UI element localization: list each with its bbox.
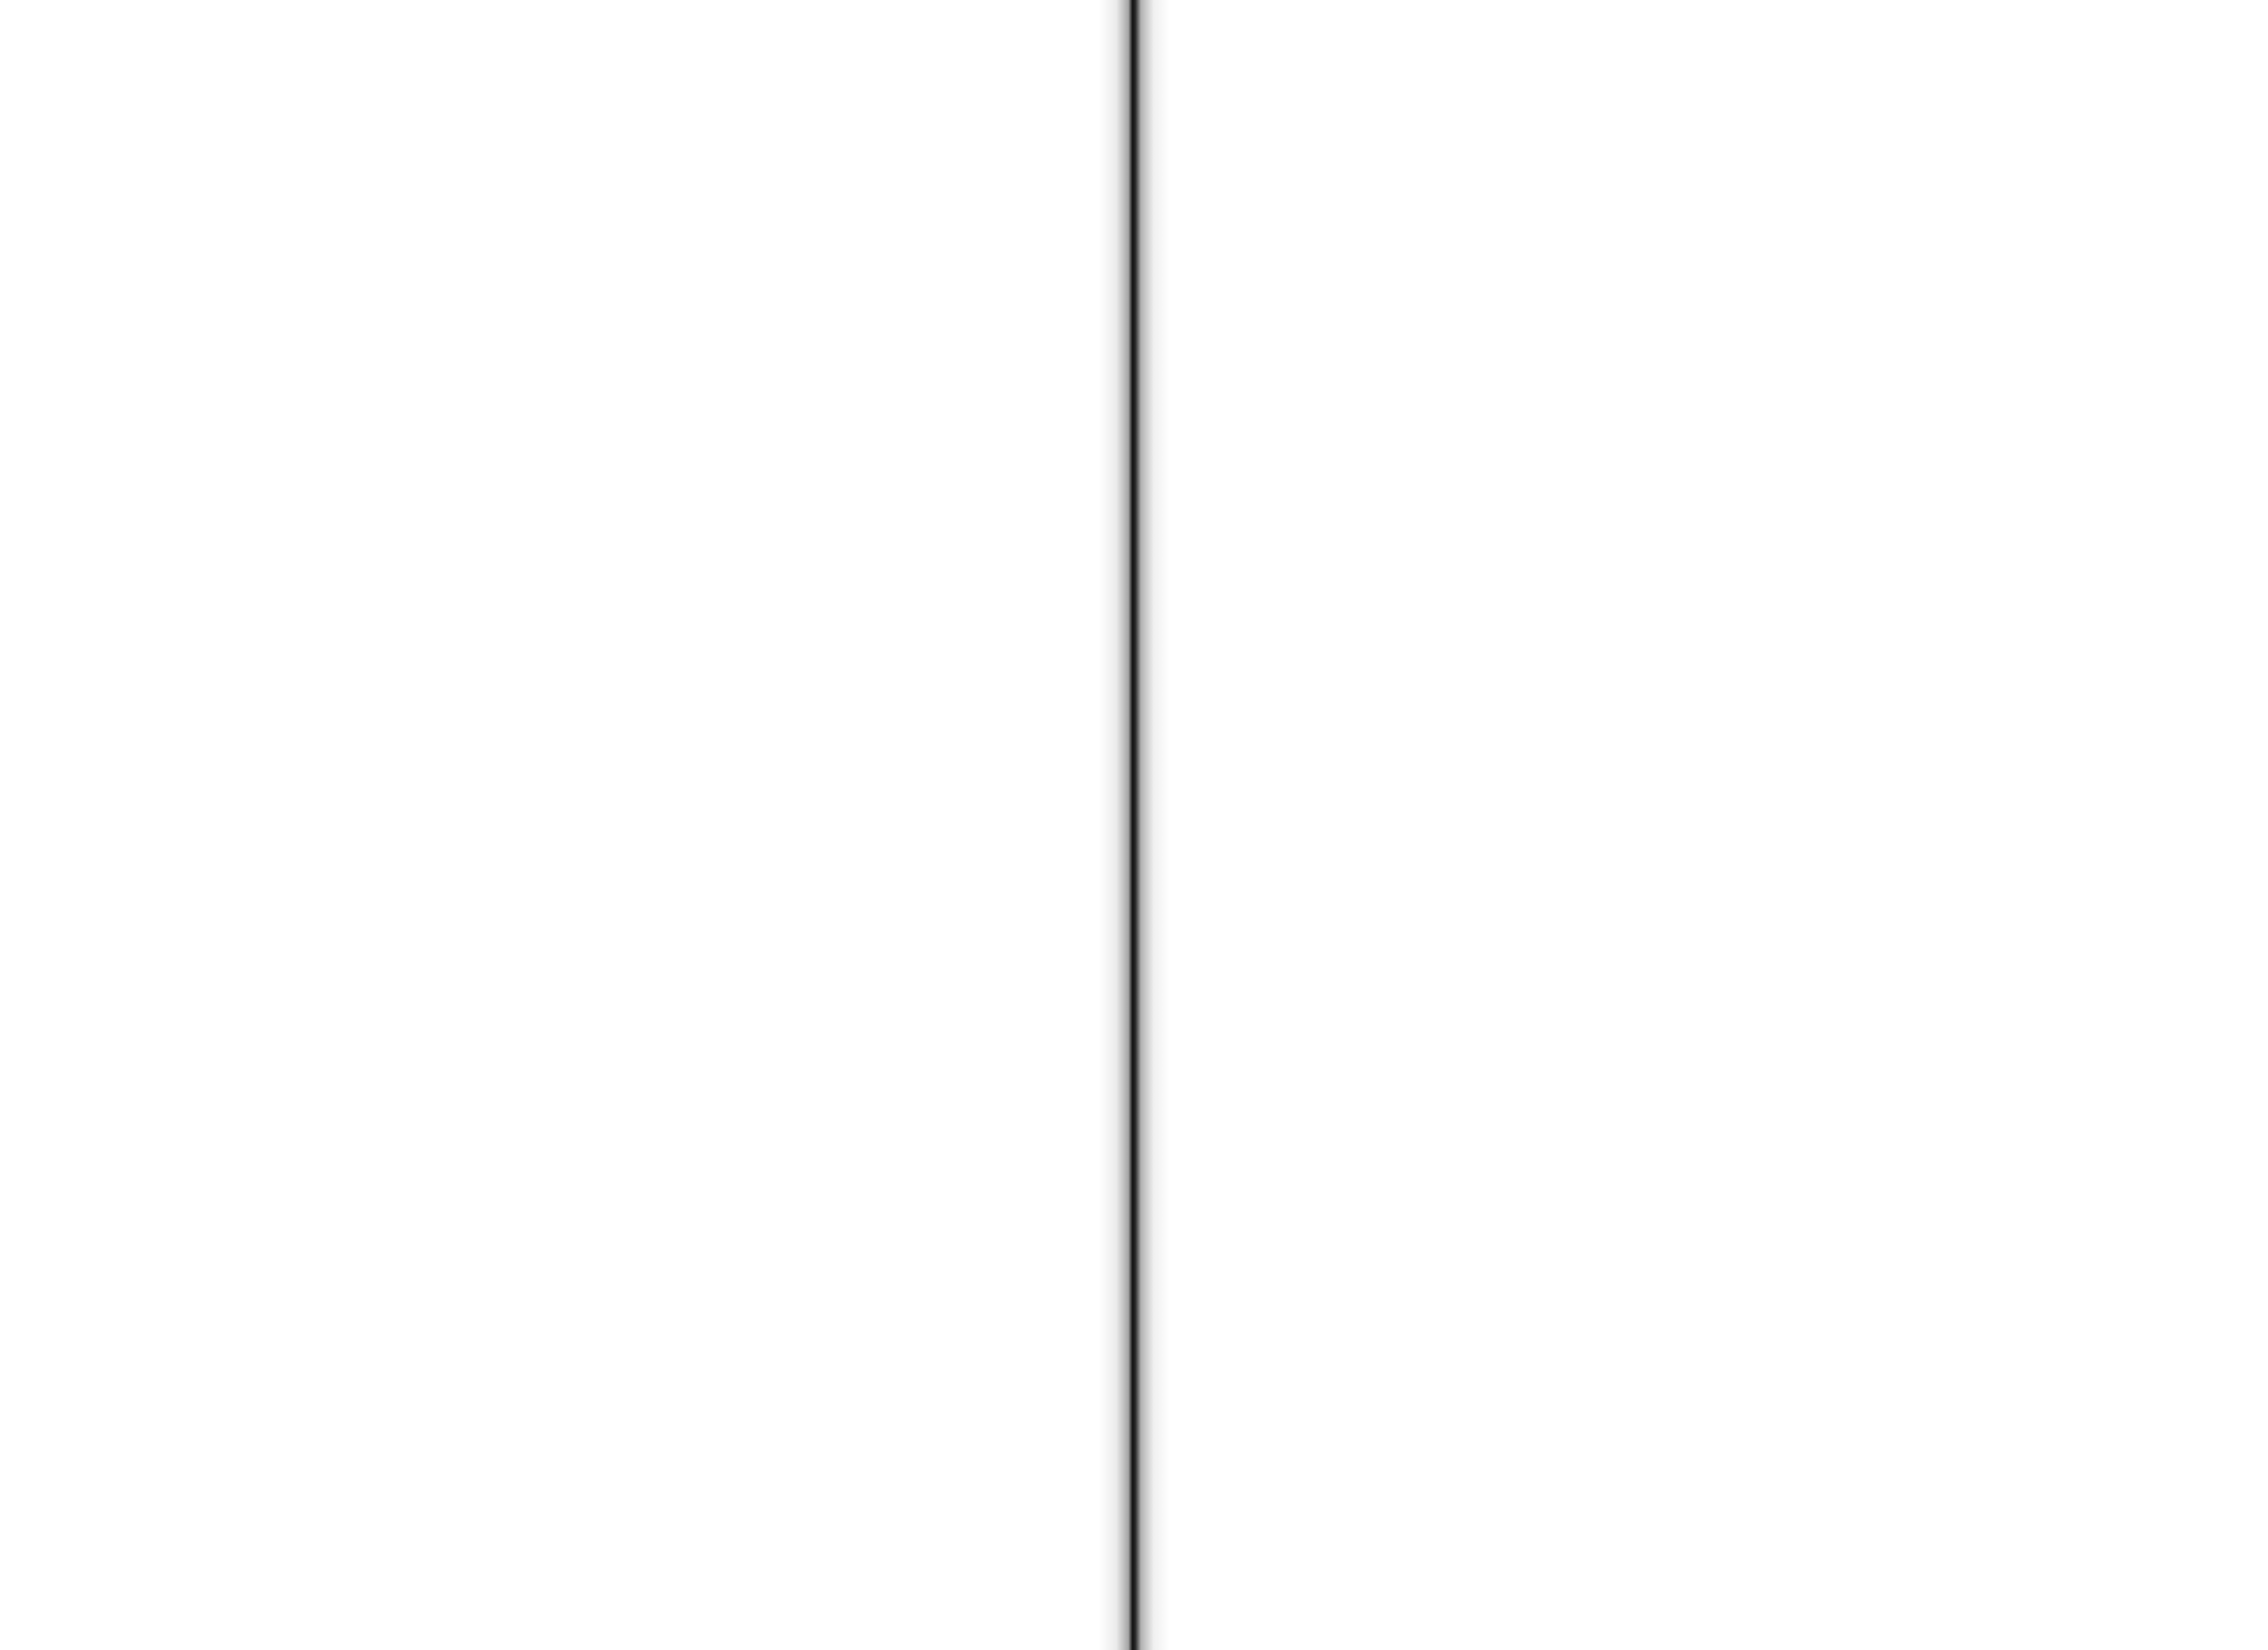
book-gutter <box>1099 0 1169 1650</box>
